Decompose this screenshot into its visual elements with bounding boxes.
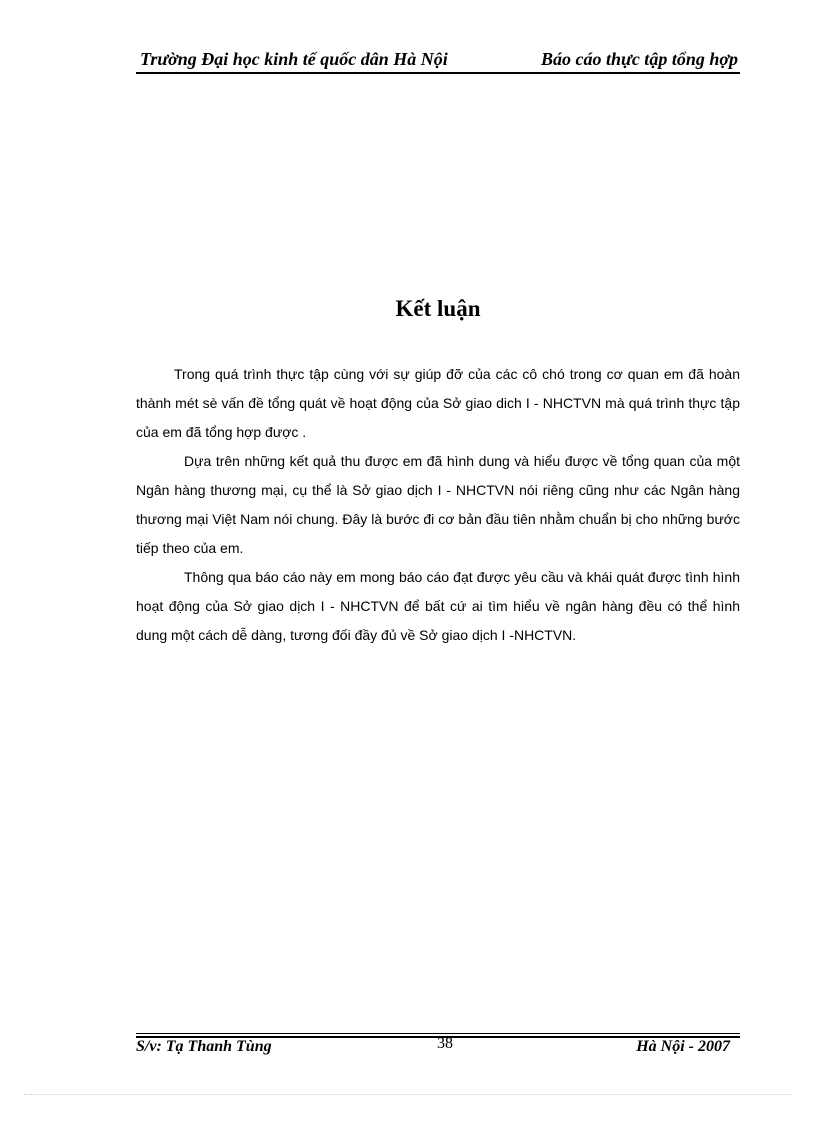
header-rule [136,72,740,74]
header-report-title: Báo cáo thực tập tổng hợp [541,49,738,69]
page-header [136,48,740,72]
page-title: Kết luận [395,296,481,321]
footer-student-name: S/v: Tạ Thanh Tùng [136,1038,272,1055]
page-edge-divider [24,1094,792,1095]
paragraph-2: Dựa trên những kết quả thu được em đã hình dung và hiểu được về tổng quan của một Ngân hàng thương mại, cụ thể là Sở giao dịch I - NHCTVN nói riêng cũng như các Ngân hàng thương mại Việt Nam nói chung. Đây là bước đi cơ bản đầu tiên nhằm chuẩn bị cho những bước tiếp theo của em. [136,453,740,556]
page-footer [136,1035,740,1060]
page-number: 38 [437,1035,453,1052]
body-text [136,360,740,650]
paragraph-3: Thông qua báo cáo này em mong báo cáo đạt được yêu cầu và khái quát được tình hình hoạt động của Sở giao dịch I - NHCTVN để bất cứ ai tìm hiểu về ngân hàng đều có thể hình dung một cách dễ dàng, tương đối đầy đủ về Sở giao dịch I -NHCTVN. [136,569,740,643]
footer-rule-thin [136,1033,740,1034]
footer-place-year: Hà Nội - 2007 [636,1038,730,1055]
header-school-name: Trường Đại học kinh tế quốc dân Hà Nội [140,49,448,69]
paragraph-1: Trong quá trình thực tập cùng với sự giúp đỡ của các cô chó trong cơ quan em đã hoàn thành mét sè vấn đề tổng quát về hoạt động của Sở giao dich I - NHCTVN mà quá trình thực tập của em đã tổng hợp được . [136,366,740,440]
